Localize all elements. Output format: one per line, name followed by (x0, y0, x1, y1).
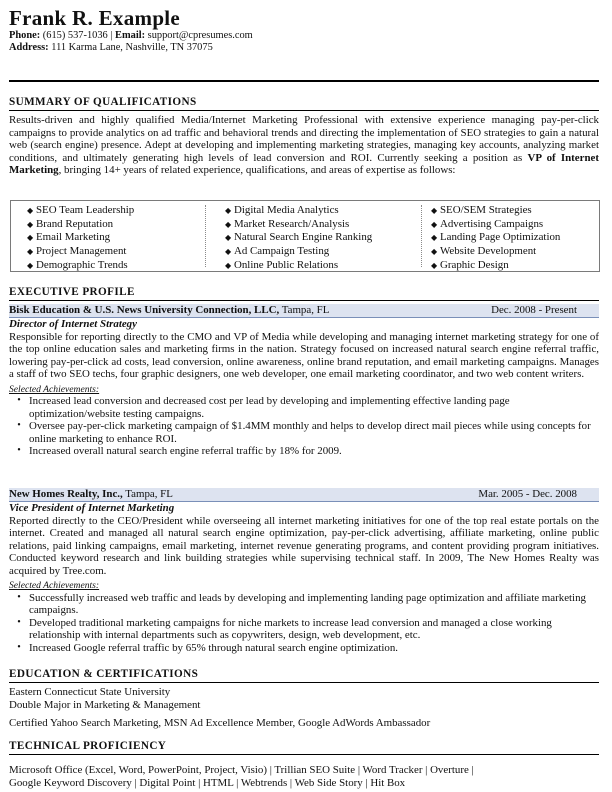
diamond-bullet-icon: ◆ (225, 206, 232, 215)
skill-item: ◆ Graphic Design (431, 258, 509, 271)
resume-header (9, 6, 599, 53)
diamond-bullet-icon: ◆ (431, 247, 438, 257)
diamond-bullet-icon: ◆ (27, 260, 34, 270)
bullet-icon: • (17, 591, 21, 603)
summary-text-before: Results-driven and highly qualified Media/Internet Marketing Professional with extensive experience managing pay-per-click campaigns to provide analytics on ad traffic and behavioral trends and directing the implementation of SEO strategies to gain a natural web (search engine) presence. Adept at developing and implementing marketing strategies, managing key accounts, analyzing market conditions, and ultimately generating high levels of lead conversion and ROI. Currently seeking a position as (9, 114, 599, 164)
address-line (9, 42, 599, 54)
email-label: Email: (115, 30, 146, 41)
diamond-bullet-icon: ◆ (431, 260, 438, 270)
skill-item: ◆ Natural Search Engine Ranking (225, 231, 373, 244)
diamond-bullet-icon: ◆ (27, 233, 34, 243)
skill-item: ◆ Project Management (27, 245, 127, 258)
skills-column-1 (27, 204, 134, 273)
job-header-bar (9, 304, 599, 318)
skill-item: ◆ SEO Team Leadership (27, 204, 135, 216)
address-value: 111 Karma Lane, Nashville, TN 37075 (51, 41, 213, 53)
job-description: Reported directly to the CEO/President while overseeing all internet marketing initiatives for one of the top real estate portals on the internet. Created and managed all natural search engine optimization, pay-per-click advertising, affiliate marketing, online public relations, paid linking campaigns, email marketing, internet revenue generating programs, and content providing program initiatives. Conducted keyword research and link building strategies while supervising technical staff. In 2009, The New Homes Realty was acquired by Tree.com. (9, 514, 599, 577)
job-dates: Dec. 2008 - Present (491, 304, 577, 316)
job-title: Vice President of Internet Marketing (9, 502, 175, 514)
technical-line-2: Google Keyword Discovery | Digital Point | HTML | Webtrends | Web Side Story | Hit Box (9, 776, 406, 789)
technical-line-1: Microsoft Office (Excel, Word, PowerPoint, Project, Visio) | Trillian SEO Suite | Word Tracker | Overture | (9, 764, 474, 776)
diamond-bullet-icon: ◆ (225, 247, 232, 257)
email-value[interactable]: support@cpresumes.com (147, 30, 253, 41)
job-description: Responsible for reporting directly to the CMO and VP of Media while developing and managing internet marketing strategy for one of the top online education sales and marketing firms in the nation. Strategy focused on increased natural search engine referral traffic, lowering pay-per-click ad costs, lead conversion, online awareness, online brand reputation, and email marketing campaigns. Manages a staff of two SEO techs, four graphic designers, one web developer, one email marketing coordinator, and two web content writers. (9, 330, 599, 380)
achievement-item: • Increased lead conversion and decreased cost per lead by developing and implementing effective landing page optimization/website testing campaigns. (9, 395, 599, 420)
job-entry-2 (9, 488, 599, 654)
bullet-icon: • (17, 395, 21, 406)
diamond-bullet-icon: ◆ (225, 233, 232, 243)
job-dates: Mar. 2005 - Dec. 2008 (478, 488, 577, 500)
diamond-bullet-icon: ◆ (27, 247, 34, 257)
header-divider (9, 80, 599, 82)
diamond-bullet-icon: ◆ (27, 206, 34, 215)
skills-box (10, 200, 600, 272)
summary-text-after: , bringing 14+ years of related experience, qualifications, and areas of expertise as follows: (58, 164, 456, 176)
technical-title: TECHNICAL PROFICIENCY (9, 740, 599, 755)
education-title: EDUCATION & CERTIFICATIONS (9, 668, 599, 683)
diamond-bullet-icon: ◆ (431, 219, 438, 229)
skill-item: ◆ Digital Media Analytics (225, 204, 339, 216)
skills-column-3 (431, 204, 560, 273)
skill-item: ◆ SEO/SEM Strategies (431, 204, 532, 216)
skill-item: ◆ Brand Reputation (27, 217, 114, 230)
skill-item: ◆ Landing Page Optimization (431, 231, 561, 244)
job-location: Tampa, FL (125, 488, 173, 500)
certifications: Certified Yahoo Search Marketing, MSN Ad Excellence Member, Google AdWords Ambassador (9, 717, 431, 729)
bullet-icon: • (17, 616, 21, 628)
company-name: Bisk Education & U.S. News University Connection, LLC, (9, 304, 280, 316)
skills-column-2 (225, 204, 372, 273)
achievement-item: • Developed traditional marketing campaigns for niche markets to increase lead conversion and managed a close working relationship with internal departments such as copywriters, design, web development, etc. (9, 617, 599, 642)
job-entry-1 (9, 304, 599, 458)
bullet-icon: • (17, 420, 21, 431)
phone-value: (615) 537-1036 (42, 30, 108, 41)
summary-title: SUMMARY OF QUALIFICATIONS (9, 96, 599, 111)
candidate-name: Frank R. Example (9, 6, 181, 30)
achievement-item: • Oversee pay-per-click marketing campaign of $1.4MM monthly and helps to develop direct mail pieces while using concepts for online marketing to enhance ROI. (9, 420, 599, 445)
skill-item: ◆ Advertising Campaigns (431, 217, 544, 230)
company-name: New Homes Realty, Inc., (9, 488, 123, 500)
skill-item: ◆ Demographic Trends (27, 258, 128, 271)
diamond-bullet-icon: ◆ (27, 219, 34, 229)
skill-item: ◆ Online Public Relations (225, 258, 339, 271)
skill-item: ◆ Email Marketing (27, 231, 111, 244)
school-name: Eastern Connecticut State University (9, 686, 171, 698)
education-block (9, 686, 599, 730)
column-divider (421, 205, 422, 267)
selected-achievements-label: Selected Achievements: (9, 580, 100, 591)
diamond-bullet-icon: ◆ (431, 206, 438, 215)
skill-item: ◆ Market Research/Analysis (225, 217, 350, 230)
job-location: Tampa, FL (281, 304, 330, 316)
diamond-bullet-icon: ◆ (225, 219, 232, 229)
achievement-item: • Successfully increased web traffic and leads by developing and implementing landing page optimization and affiliate marketing campaigns. (9, 592, 599, 617)
diamond-bullet-icon: ◆ (431, 233, 438, 243)
address-label: Address: (9, 41, 49, 53)
bullet-icon: • (17, 641, 21, 653)
achievement-item: • Increased Google referral traffic by 65% through natural search engine optimization. (9, 642, 599, 655)
skill-item: ◆ Website Development (431, 245, 537, 258)
skill-item: ◆ Ad Campaign Testing (225, 245, 330, 258)
job-title: Director of Internet Strategy (9, 318, 137, 330)
summary-target-position: VP of Internet Marketing (9, 151, 599, 176)
selected-achievements-label: Selected Achievements: (9, 383, 100, 395)
bullet-icon: • (17, 445, 21, 456)
diamond-bullet-icon: ◆ (225, 260, 232, 270)
achievement-item: • Increased overall natural search engine referral traffic by 18% for 2009. (9, 445, 599, 458)
executive-profile-title: EXECUTIVE PROFILE (9, 286, 599, 301)
phone-label: Phone: (9, 30, 41, 41)
summary-paragraph (9, 114, 599, 177)
job-header-bar (9, 488, 599, 502)
column-divider (205, 205, 206, 267)
degree: Double Major in Marketing & Management (9, 698, 201, 711)
technical-block (9, 764, 599, 789)
contact-line: Phone: (615) 537-1036 | Email: support@cpresumes.com (9, 30, 253, 41)
